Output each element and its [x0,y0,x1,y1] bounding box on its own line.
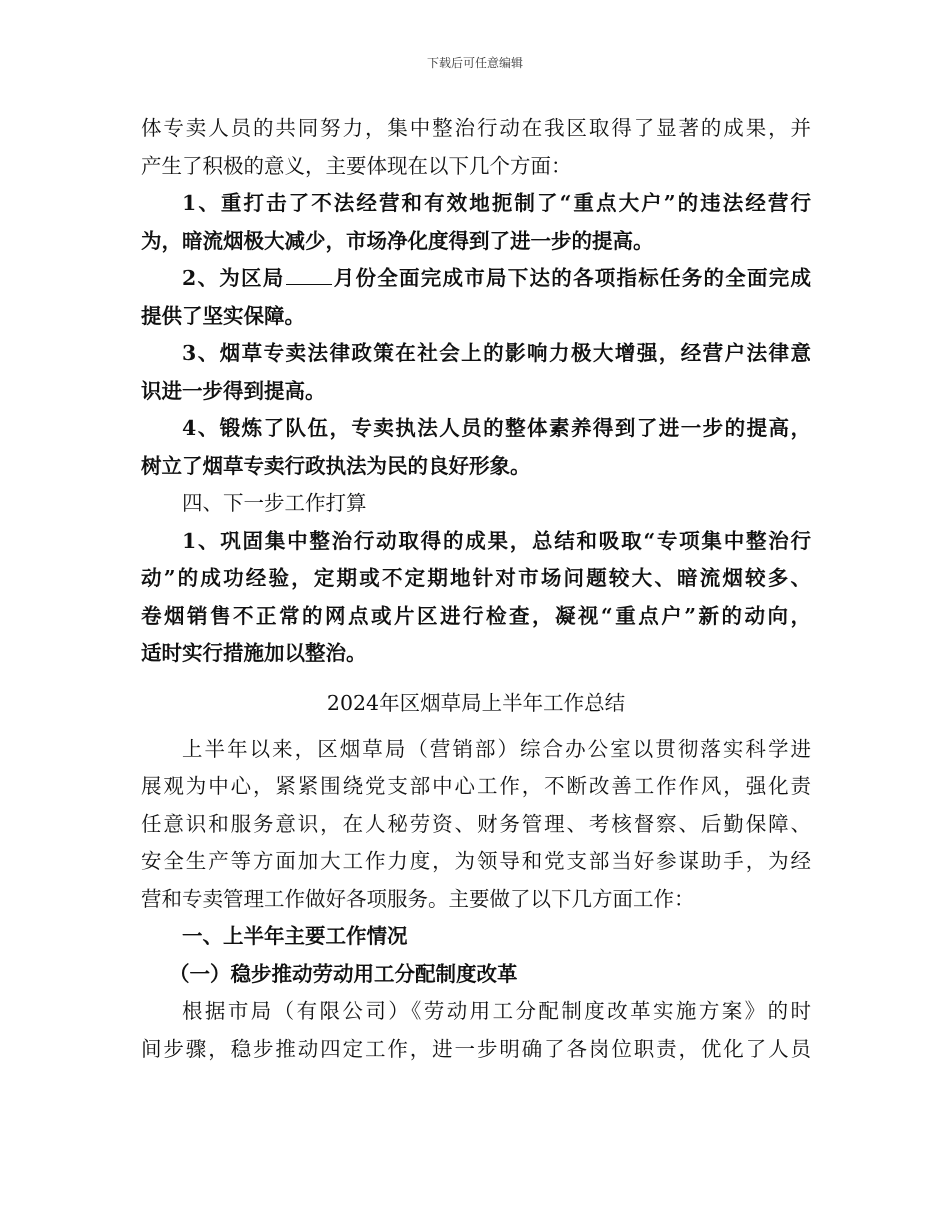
list-item-3-cont: 识进一步得到提高。 [141,378,326,403]
list-item-2-cont: 提供了坚实保障。 [141,303,305,328]
list-item-1: 1、重打击了不法经营和有效地扼制了“重点大户”的违法经营行 [182,191,811,215]
page-header: 下载后可任意编辑 [426,56,523,70]
plan-item-1: 1、巩固集中整治行动取得的成果，总结和吸取“专项集中整治行 [182,528,811,553]
paragraph-line: 产生了积极的意义，主要体现在以下几个方面： [141,153,572,178]
paragraph-line: 体专卖人员的共同努力，集中整治行动在我区取得了显著的成果，并 [141,116,811,140]
list-item-2 [141,260,811,298]
document-title: 2024年区烟草局上半年工作总结 [326,690,626,715]
list-item-3: 3、烟草专卖法律政策在社会上的影响力极大增强，经营户法律意 [182,341,811,365]
paragraph-line: 任意识和服务意识，在人秘劳资、财务管理、考核督察、后勤保障、 [141,811,811,836]
section-heading-4: 四、下一步工作打算 [182,491,367,515]
list-item-1-cont: 为，暗流烟极大减少，市场净化度得到了进一步的提高。 [141,228,654,253]
blank-underline [286,283,332,285]
plan-item-1-cont: 卷烟销售不正常的网点或片区进行检查，凝视“重点户”新的动向， [141,603,811,628]
paragraph-line: 营和专卖管理工作做好各项服务。主要做了以下几方面工作： [141,886,695,911]
list-item-2-part-b: 月份全面完成市局下达的各项指标任务的全面完成 [332,266,811,290]
paragraph-line: 根据市局（有限公司）《劳动用工分配制度改革实施方案》的时 [182,999,811,1023]
list-item-4: 4、锻炼了队伍，专卖执法人员的整体素养得到了进一步的提高， [182,416,811,440]
paragraph-line: 安全生产等方面加大工作力度，为领导和党支部当好参谋助手，为经 [141,849,811,873]
section-heading-1: 一、上半年主要工作情况 [182,924,408,948]
paragraph-line: 间步骤，稳步推动四定工作，进一步明确了各岗位职责，优化了人员 [141,1036,811,1061]
subsection-heading-1: （一）稳步推动劳动用工分配制度改革 [169,961,518,986]
paragraph-line: 上半年以来，区烟草局（营销部）综合办公室以贯彻落实科学进 [182,736,811,761]
plan-item-1-cont: 适时实行措施加以整治。 [141,641,367,665]
list-item-4-cont: 树立了烟草专卖行政执法为民的良好形象。 [141,453,531,478]
paragraph-line: 展观为中心，紧紧围绕党支部中心工作，不断改善工作作风，强化责 [141,774,811,798]
document-body [141,110,811,1068]
list-item-2-part-a: 2、为区局 [182,266,285,290]
plan-item-1-cont: 动”的成功经验，定期或不定期地针对市场问题较大、暗流烟较多、 [141,566,811,590]
